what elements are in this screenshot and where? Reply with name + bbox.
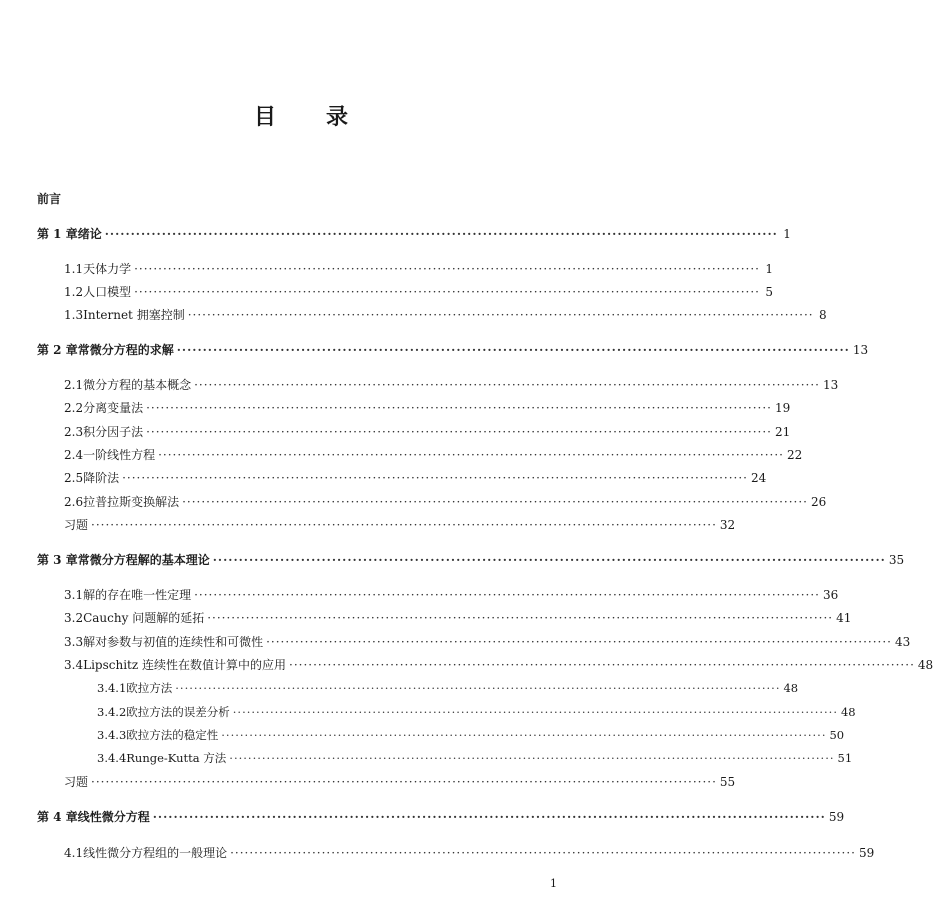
- toc-exercises-ch3[interactable]: [64, 774, 736, 790]
- toc-preface[interactable]: 前言: [37, 192, 62, 206]
- toc-chapter-1[interactable]: [37, 226, 791, 242]
- page-ref: 8: [818, 308, 827, 322]
- section-title: 解对参数与初值的连续性和可微性: [83, 635, 264, 649]
- page-ref: 26: [811, 495, 827, 509]
- dot-leader: ··································································································································: [289, 658, 915, 672]
- toc-section-2-1[interactable]: [64, 377, 839, 393]
- page-number: 1: [550, 877, 557, 890]
- page-ref: 59: [828, 810, 845, 824]
- dot-leader: ··································································································································: [221, 728, 827, 742]
- toc-subsection-3-4-1[interactable]: [97, 680, 799, 696]
- dot-leader: ··································································································································: [134, 262, 760, 276]
- subsection-number: 3.4.4: [97, 751, 127, 765]
- dot-leader: ··································································································································: [194, 378, 820, 392]
- dot-leader: ··································································································································: [229, 751, 835, 765]
- toc-section-1-1[interactable]: [64, 261, 773, 277]
- section-title: 一阶线性方程: [83, 448, 156, 462]
- page-ref: 36: [823, 588, 839, 602]
- page-ref: 35: [888, 553, 905, 567]
- toc-chapter-2[interactable]: [37, 342, 869, 358]
- section-number: 2.1: [64, 378, 84, 392]
- chapter-number: 第 4 章: [37, 810, 78, 824]
- section-title: 解的存在唯一性定理: [83, 588, 192, 602]
- dot-leader: ··································································································································: [146, 425, 772, 439]
- chapter-title: 线性微分方程: [77, 810, 150, 824]
- subsection-title: 欧拉方法的误差分析: [126, 705, 230, 719]
- section-title: 线性微分方程组的一般理论: [83, 846, 228, 860]
- section-number: 3.3: [64, 635, 84, 649]
- page-ref: 59: [859, 846, 875, 860]
- subsection-title: Runge-Kutta 方法: [126, 751, 227, 765]
- dot-leader: ··································································································································: [152, 810, 826, 824]
- page-ref: 48: [917, 658, 933, 672]
- section-title: 积分因子法: [83, 425, 144, 439]
- dot-leader: ··································································································································: [194, 588, 820, 602]
- subsection-number: 3.4.1: [97, 681, 127, 695]
- chapter-title: 常微分方程解的基本理论: [77, 553, 210, 567]
- section-number: 4.1: [64, 846, 84, 860]
- page-ref: 13: [823, 378, 839, 392]
- section-title: 微分方程的基本概念: [83, 378, 192, 392]
- dot-leader: ··································································································································: [207, 611, 834, 625]
- page-ref: 51: [837, 751, 853, 765]
- section-number: 2.6: [64, 495, 84, 509]
- dot-leader: ··································································································································: [91, 518, 717, 532]
- page-ref: 1: [783, 227, 791, 241]
- toc-section-3-4[interactable]: [64, 657, 933, 673]
- dot-leader: ··································································································································: [176, 343, 850, 357]
- dot-leader: ··································································································································: [91, 775, 717, 789]
- chapter-number: 第 2 章: [37, 343, 78, 357]
- section-number: 1.3: [64, 308, 84, 322]
- toc-section-1-3[interactable]: [64, 307, 827, 323]
- toc-section-3-3[interactable]: [64, 634, 911, 650]
- dot-leader: ··································································································································: [232, 705, 838, 719]
- subsection-number: 3.4.2: [97, 705, 127, 719]
- title-char-1: 目: [253, 104, 278, 130]
- toc-section-2-3[interactable]: [64, 424, 791, 440]
- toc-section-2-4[interactable]: [64, 447, 803, 463]
- dot-leader: ··································································································································: [187, 308, 814, 322]
- toc-section-3-1[interactable]: [64, 587, 839, 603]
- toc-section-2-6[interactable]: [64, 494, 827, 510]
- page-ref: 1: [765, 262, 773, 276]
- toc-exercises-ch2[interactable]: [64, 517, 736, 533]
- dot-leader: ··································································································································: [158, 448, 784, 462]
- section-number: 2.4: [64, 448, 84, 462]
- section-number: 3.2: [64, 611, 84, 625]
- exercises-title: 习题: [64, 775, 89, 789]
- toc-subsection-3-4-4[interactable]: [97, 750, 853, 766]
- section-title: 天体力学: [83, 262, 132, 276]
- chapter-title: 绪论: [77, 227, 102, 241]
- dot-leader: ··································································································································: [182, 495, 808, 509]
- page-ref: 48: [783, 681, 799, 695]
- toc-section-2-2[interactable]: [64, 400, 791, 416]
- exercises-title: 习题: [64, 518, 89, 532]
- section-title: 降阶法: [83, 471, 120, 485]
- page-ref: 21: [775, 425, 791, 439]
- subsection-title: 欧拉方法的稳定性: [126, 728, 219, 742]
- section-number: 2.3: [64, 425, 84, 439]
- page-ref: 55: [719, 775, 736, 789]
- toc-subsection-3-4-3[interactable]: [97, 727, 845, 743]
- section-title: Internet 拥塞控制: [83, 308, 185, 322]
- dot-leader: ··································································································································: [104, 227, 778, 241]
- toc-section-4-1[interactable]: [64, 845, 875, 861]
- dot-leader: ··································································································································: [266, 635, 892, 649]
- section-number: 2.5: [64, 471, 84, 485]
- section-number: 1.2: [64, 285, 84, 299]
- section-title: 拉普拉斯变换解法: [83, 495, 180, 509]
- subsection-title: 欧拉方法: [126, 681, 173, 695]
- chapter-number: 第 1 章: [37, 227, 78, 241]
- title-char-2: 录: [326, 104, 351, 130]
- dot-leader: ··································································································································: [230, 846, 856, 860]
- page-ref: 22: [787, 448, 803, 462]
- dot-leader: ··································································································································: [146, 401, 772, 415]
- toc-chapter-4[interactable]: [37, 809, 845, 825]
- toc-chapter-3[interactable]: [37, 552, 905, 568]
- page-ref: 24: [751, 471, 767, 485]
- section-title: Lipschitz 连续性在数值计算中的应用: [83, 658, 286, 672]
- chapter-number: 第 3 章: [37, 553, 78, 567]
- chapter-title: 常微分方程的求解: [77, 343, 174, 357]
- page-ref: 32: [719, 518, 736, 532]
- section-number: 3.4: [64, 658, 84, 672]
- section-title: 分离变量法: [83, 401, 144, 415]
- toc-section-3-2[interactable]: [64, 610, 852, 626]
- toc-subsection-3-4-2[interactable]: [97, 704, 856, 720]
- page-ref: 48: [840, 705, 856, 719]
- page-ref: 13: [852, 343, 869, 357]
- dot-leader: ··································································································································: [134, 285, 760, 299]
- page-ref: 19: [775, 401, 791, 415]
- section-title: Cauchy 问题解的延拓: [83, 611, 205, 625]
- page-ref: 5: [765, 285, 773, 299]
- dot-leader: ··································································································································: [122, 471, 748, 485]
- subsection-number: 3.4.3: [97, 728, 127, 742]
- page-title: [0, 100, 604, 131]
- toc-section-1-2[interactable]: [64, 284, 773, 300]
- section-number: 3.1: [64, 588, 84, 602]
- dot-leader: ··································································································································: [175, 681, 781, 695]
- section-number: 2.2: [64, 401, 84, 415]
- section-title: 人口模型: [83, 285, 132, 299]
- page-ref: 50: [829, 728, 845, 742]
- dot-leader: ··································································································································: [212, 553, 886, 567]
- toc-section-2-5[interactable]: [64, 470, 767, 486]
- page-ref: 43: [895, 635, 911, 649]
- section-number: 1.1: [64, 262, 84, 276]
- page-ref: 41: [836, 611, 852, 625]
